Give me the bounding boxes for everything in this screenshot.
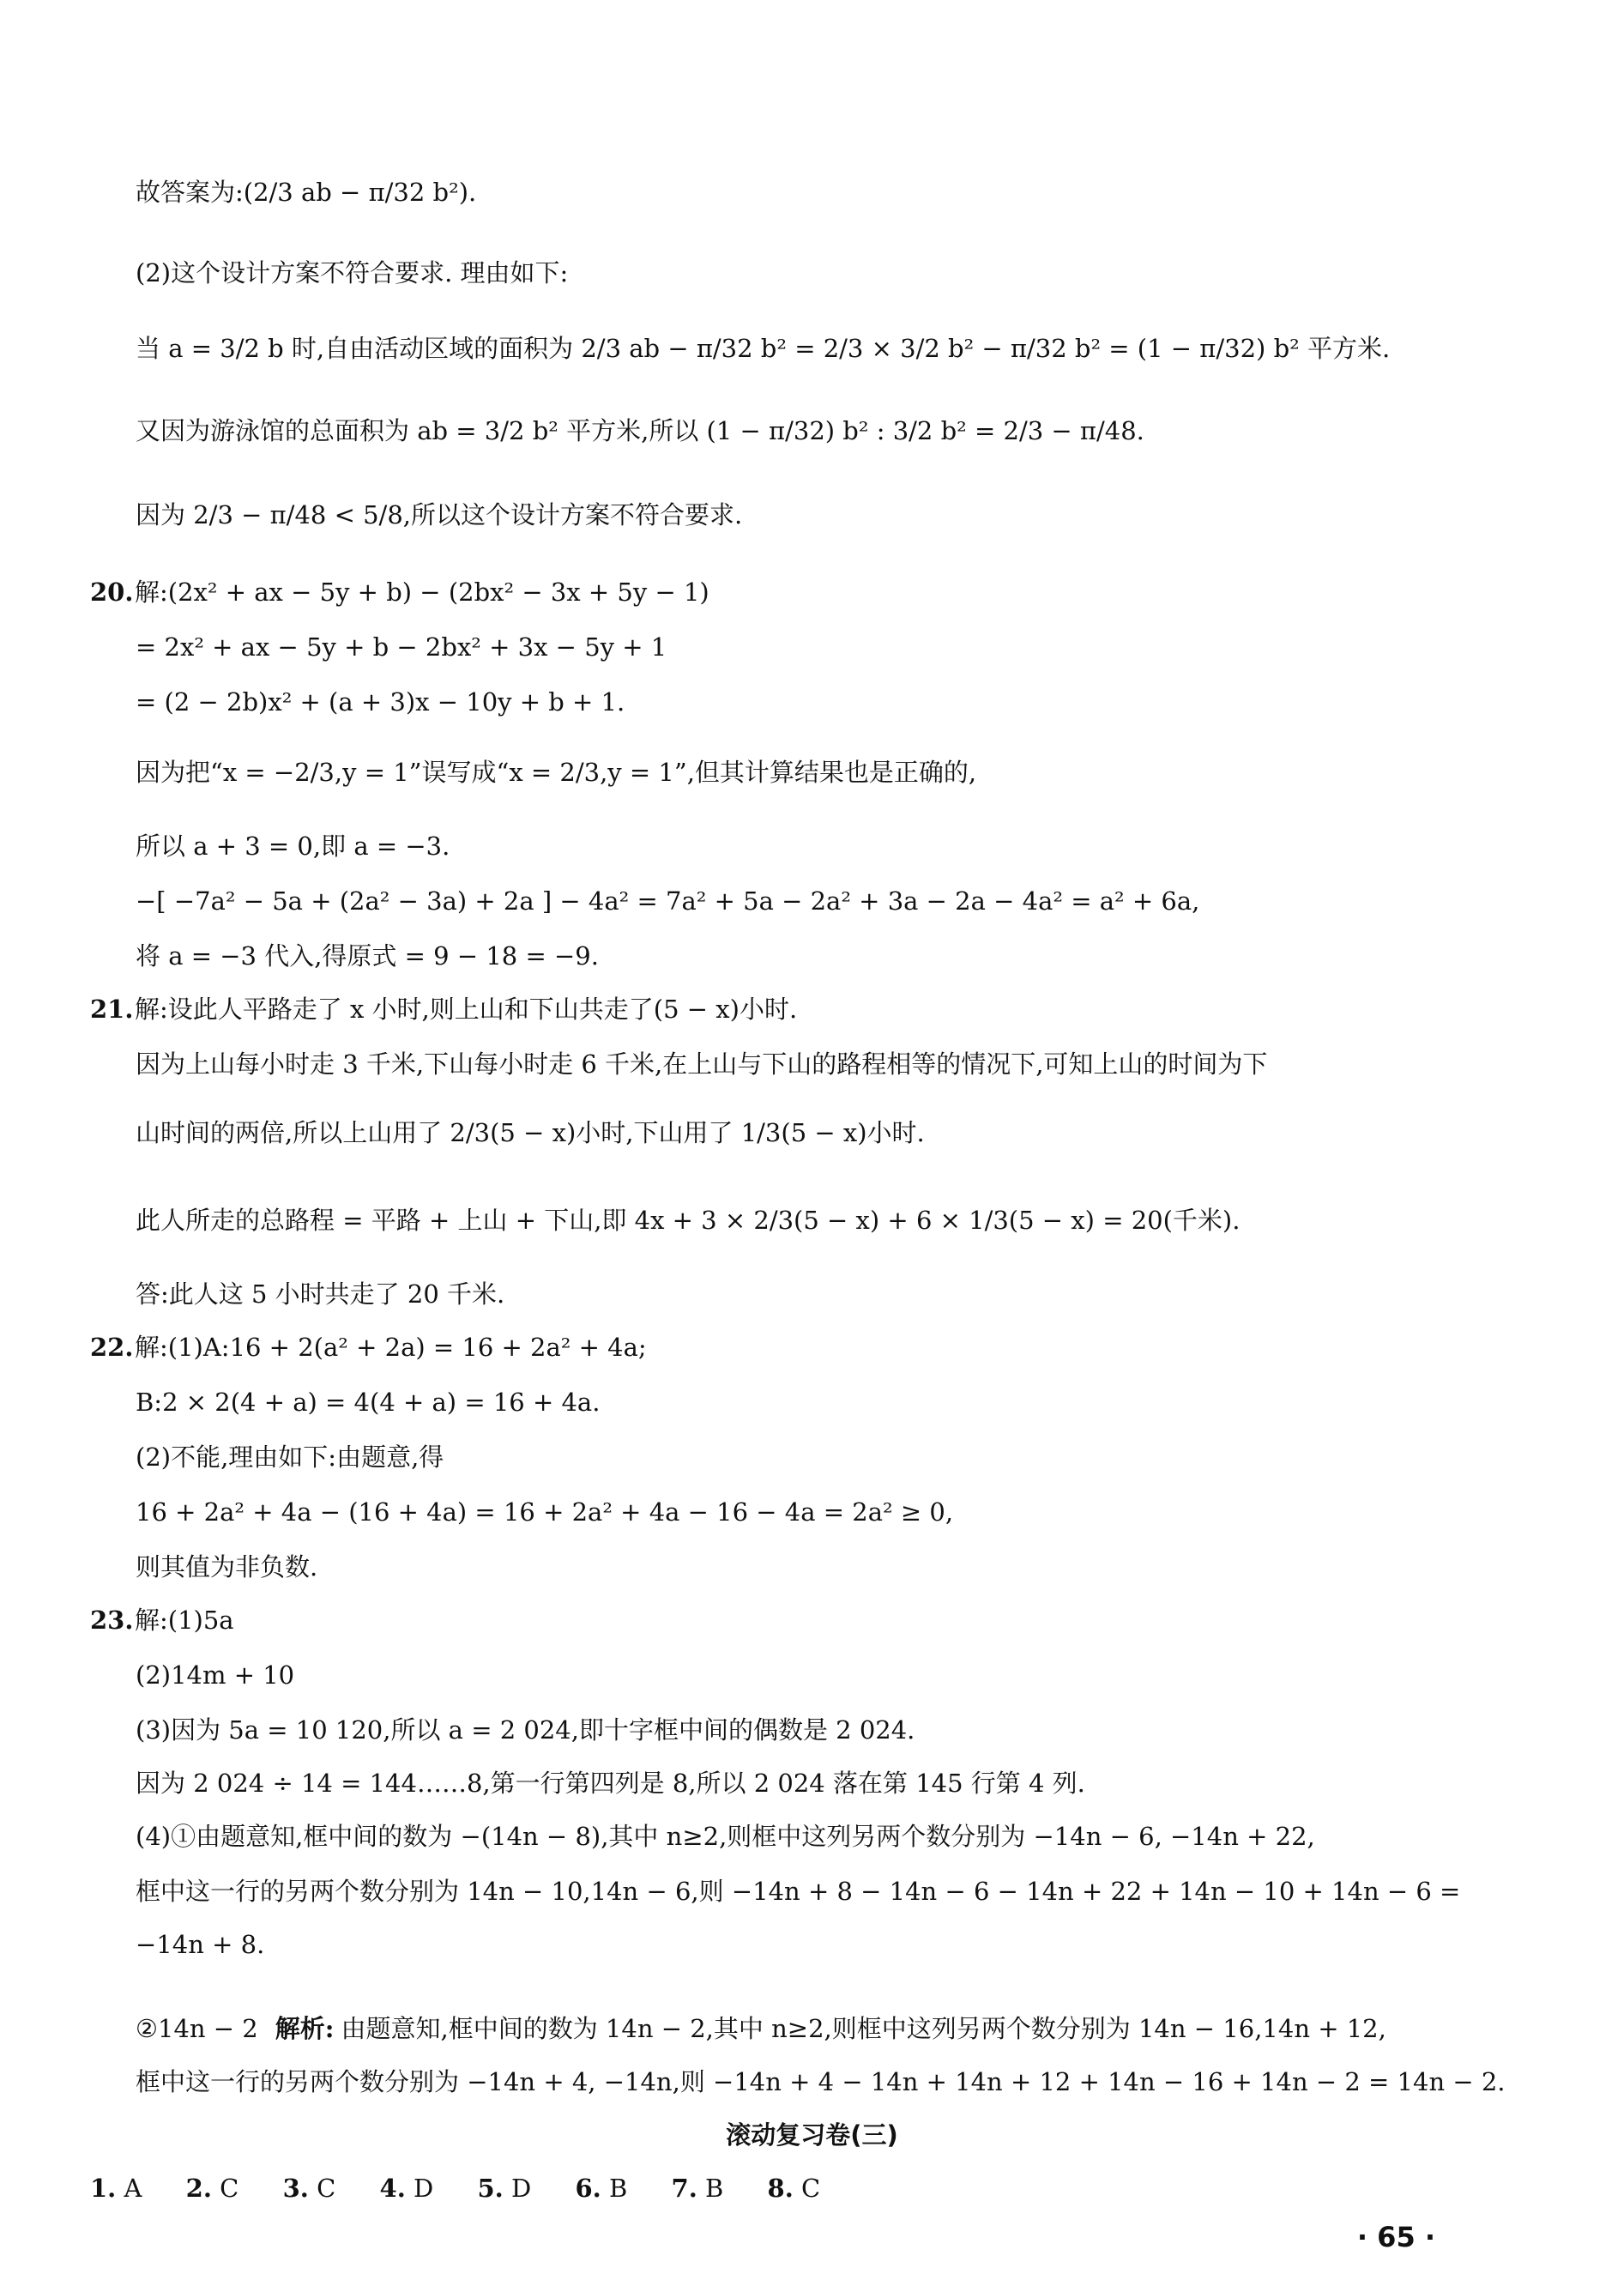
mc-answer-5: 5. D xyxy=(477,2174,532,2203)
question-number: 23. xyxy=(90,1606,134,1635)
solution-line xyxy=(0,580,1624,605)
solution-text: (4)①由题意知,框中间的数为 −(14n − 8),其中 n≥2,则框中这列另两个数分别为 −14n − 6, −14n + 22, xyxy=(136,1822,1315,1851)
solution-line xyxy=(0,1660,1624,1690)
solution-text: (2)这个设计方案不符合要求. 理由如下: xyxy=(136,258,569,287)
solution-text: −14n + 8. xyxy=(136,1930,265,1959)
solution-line xyxy=(0,687,1624,717)
mc-answer-6: 6. B xyxy=(575,2174,628,2203)
solution-text: (2)14m + 10 xyxy=(136,1660,295,1690)
solution-line xyxy=(0,416,1624,445)
solution-line xyxy=(0,1771,1624,1796)
solution-text: 解:(1)A:16 + 2(a² + 2a) = 16 + 2a² + 4a; xyxy=(135,1333,647,1362)
solution-text: = 2x² + ax − 5y + b − 2bx² + 3x − 5y + 1 xyxy=(136,632,667,662)
solution-line xyxy=(0,1279,1624,1309)
solution-text: 则其值为非负数. xyxy=(136,1552,318,1582)
section-title: 滚动复习卷(三) xyxy=(726,2120,898,2150)
solution-line xyxy=(0,1335,1624,1360)
solution-line xyxy=(0,886,1624,916)
mc-answer-7: 7. B xyxy=(671,2174,724,2203)
analysis-answer: ②14n − 2 xyxy=(136,2014,258,2043)
solution-text: −[ −7a² − 5a + (2a² − 3a) + 2a ] − 4a² = 7a² + 5a − 2a² + 3a − 2a − 4a² = a² + 6a, xyxy=(136,886,1200,916)
multiple-choice-answers xyxy=(0,2176,1624,2201)
solution-line xyxy=(0,997,1624,1022)
solution-line xyxy=(0,632,1624,662)
solution-text: (2)不能,理由如下:由题意,得 xyxy=(136,1442,444,1472)
solution-line xyxy=(0,760,1624,785)
solution-text: 16 + 2a² + 4a − (16 + 4a) = 16 + 2a² + 4a − 16 − 4a = 2a² ≥ 0, xyxy=(136,1497,954,1527)
solution-line xyxy=(0,1552,1624,1582)
solution-line xyxy=(0,1118,1624,1147)
solution-text: 解:(1)5a xyxy=(135,1606,234,1635)
solution-line xyxy=(0,500,1624,529)
mc-answer-4: 4. D xyxy=(379,2174,434,2203)
page-number: · 65 · xyxy=(1356,2221,1435,2253)
analysis-text: 由题意知,框中间的数为 14n − 2,其中 n≥2,则框中这列另两个数分别为 14n − 16,14n + 12, xyxy=(341,2014,1386,2043)
analysis-label: 解析: xyxy=(275,2014,335,2043)
solution-line xyxy=(0,1049,1624,1079)
solution-text: 故答案为:(2/3 ab − π/32 b²). xyxy=(136,178,477,207)
mc-answer-8: 8. C xyxy=(767,2174,821,2203)
solution-text: 因为把“x = −2/3,y = 1”误写成“x = 2/3,y = 1”,但其计算结果也是正确的, xyxy=(136,758,977,787)
solution-text: 又因为游泳馆的总面积为 ab = 3/2 b² 平方米,所以 (1 − π/32) b² : 3/2 b² = 2/3 − π/48. xyxy=(136,416,1144,445)
question-number: 22. xyxy=(90,1333,134,1362)
solution-text: (3)因为 5a = 10 120,所以 a = 2 024,即十字框中间的偶数是 2 024. xyxy=(136,1715,915,1745)
solution-text: 框中这一行的另两个数分别为 14n − 10,14n − 6,则 −14n + 8 − 14n − 6 − 14n + 22 + 14n − 10 + 14n − 6 = xyxy=(136,1877,1461,1906)
question-number: 20. xyxy=(90,578,134,607)
solution-line xyxy=(0,834,1624,859)
solution-line xyxy=(0,941,1624,971)
solution-text: 此人所走的总路程 = 平路 + 上山 + 下山,即 4x + 3 × 2/3(5 − x) + 6 × 1/3(5 − x) = 20(千米). xyxy=(136,1206,1241,1235)
analysis-line xyxy=(0,2014,1624,2043)
mc-answer-2: 2. C xyxy=(185,2174,239,2203)
solution-text: 解:设此人平路走了 x 小时,则上山和下山共走了(5 − x)小时. xyxy=(135,995,798,1024)
solution-line xyxy=(0,1715,1624,1745)
solution-text: 答:此人这 5 小时共走了 20 千米. xyxy=(136,1279,505,1309)
solution-text: 因为 2/3 − π/48 < 5/8,所以这个设计方案不符合要求. xyxy=(136,500,743,529)
solution-line xyxy=(0,336,1624,361)
solution-line xyxy=(0,1442,1624,1472)
solution-text: B:2 × 2(4 + a) = 4(4 + a) = 16 + 4a. xyxy=(136,1388,601,1417)
solution-line xyxy=(0,1932,1624,1957)
solution-text: 解:(2x² + ax − 5y + b) − (2bx² − 3x + 5y − 1) xyxy=(135,578,709,607)
solution-line xyxy=(0,180,1624,205)
solution-line xyxy=(0,1390,1624,1415)
analysis-line-2: 框中这一行的另两个数分别为 −14n + 4, −14n,则 −14n + 4 − 14n + 14n + 12 + 14n − 16 + 14n − 2 = 14n − 2. xyxy=(136,2067,1506,2096)
solution-text: = (2 − 2b)x² + (a + 3)x − 10y + b + 1. xyxy=(136,687,625,717)
mc-answer-3: 3. C xyxy=(282,2174,336,2203)
mc-answer-1: 1. A xyxy=(90,2174,142,2203)
solution-text: 将 a = −3 代入,得原式 = 9 − 18 = −9. xyxy=(136,941,599,971)
solution-line xyxy=(0,1608,1624,1633)
solution-text: 当 a = 3/2 b 时,自由活动区域的面积为 2/3 ab − π/32 b² = 2/3 × 3/2 b² − π/32 b² = (1 − π/32) b² 平方米. xyxy=(136,334,1391,363)
solution-text: 因为上山每小时走 3 千米,下山每小时走 6 千米,在上山与下山的路程相等的情况下,可知上山的时间为下 xyxy=(136,1049,1268,1079)
solution-line xyxy=(0,1824,1624,1849)
solution-line xyxy=(0,258,1624,287)
solution-line xyxy=(0,1497,1624,1527)
solution-line xyxy=(0,1208,1624,1233)
question-number: 21. xyxy=(90,995,134,1024)
solution-line xyxy=(0,1879,1624,1904)
solution-text: 山时间的两倍,所以上山用了 2/3(5 − x)小时,下山用了 1/3(5 − x)小时. xyxy=(136,1118,925,1147)
solution-text: 因为 2 024 ÷ 14 = 144……8,第一行第四列是 8,所以 2 024 落在第 145 行第 4 列. xyxy=(136,1769,1085,1798)
solution-text: 所以 a + 3 = 0,即 a = −3. xyxy=(136,832,450,861)
